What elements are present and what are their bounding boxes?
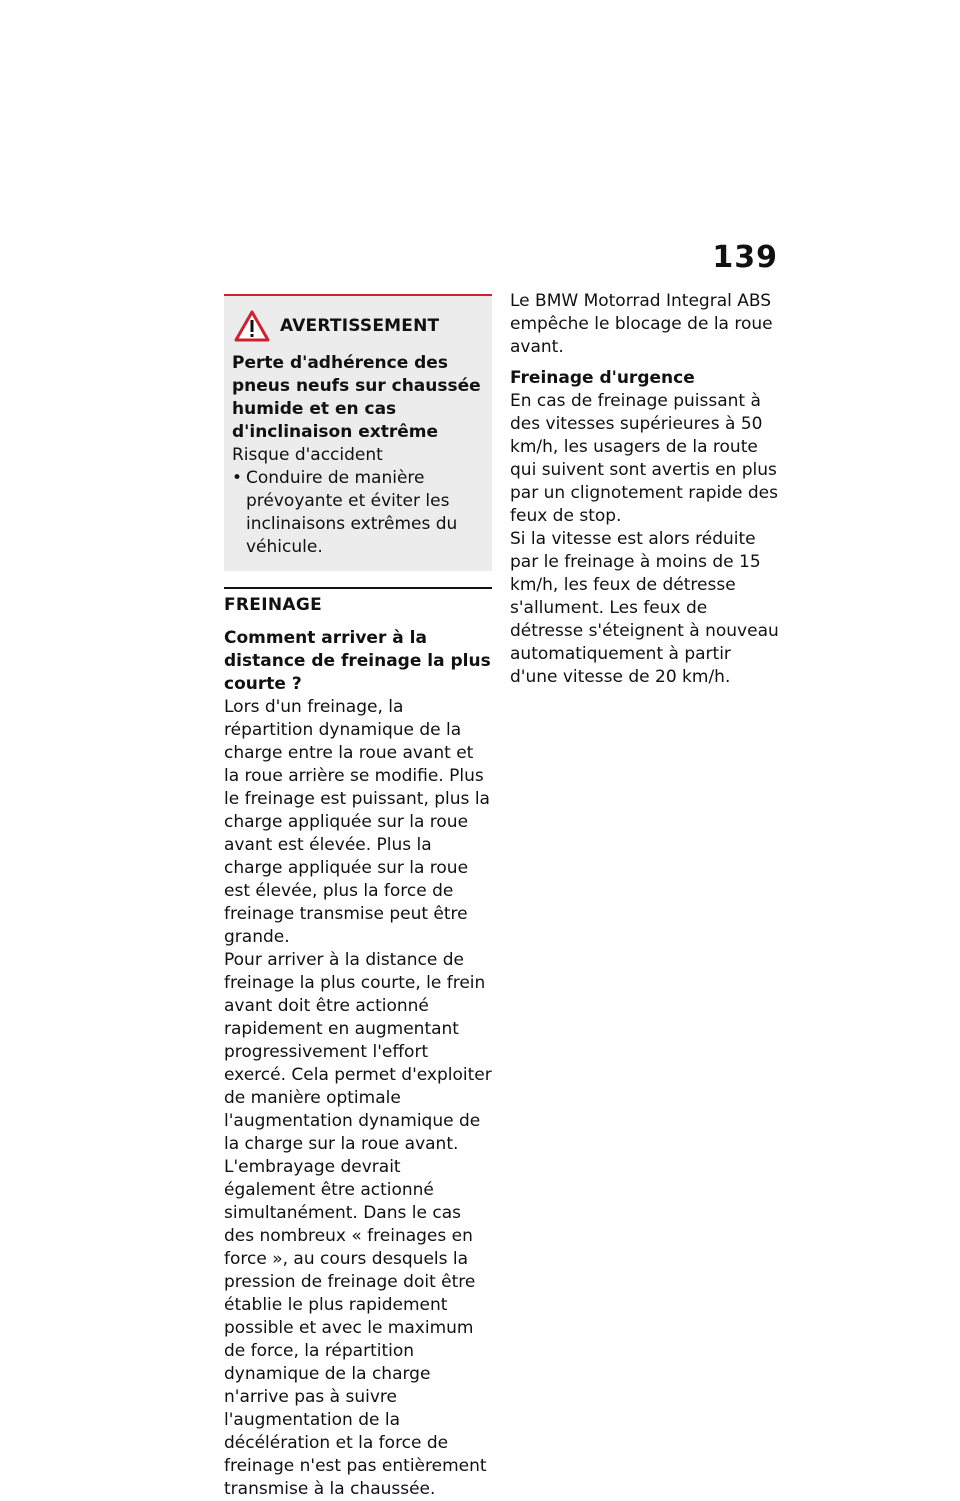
warning-heading: Perte d'adhérence des pneus neufs sur chaussée humide et en cas d'inclinaison extrême xyxy=(232,353,481,442)
warning-box xyxy=(224,294,492,571)
warning-header xyxy=(234,310,484,342)
section-subheading: Comment arriver à la distance de freinage la plus courte ? xyxy=(224,628,491,694)
warning-triangle-icon xyxy=(234,310,270,342)
bullet-dot-icon: • xyxy=(232,468,243,488)
emergency-heading: Freinage d'urgence xyxy=(510,368,695,388)
section-divider xyxy=(224,587,492,617)
paragraph-1: Lors d'un freinage, la répartition dynamique de la charge entre la roue avant et la roue arrière se modifie. Plus le freinage est puissant, plus la charge appliquée sur la roue avant est élevée. Plus la charge appliquée sur la roue est élevée, plus la force de freinage transmise peut être grande. xyxy=(224,697,490,947)
warning-label: AVERTISSEMENT xyxy=(280,316,440,336)
warning-bullet-text: Conduire de manière prévoyante et éviter les inclinaisons extrêmes du véhicule. xyxy=(246,468,458,557)
emergency-paragraph-2: Si la vitesse est alors réduite par le freinage à moins de 15 km/h, les feux de détresse s'allument. Les feux de détresse s'éteignent à nouveau automatiquement à partir d'une vitesse de 20 km/h. xyxy=(510,529,779,687)
left-column xyxy=(224,294,492,1501)
warning-risk: Risque d'accident xyxy=(232,445,383,465)
warning-bullet xyxy=(232,467,484,559)
page-number: 139 xyxy=(712,240,778,275)
paragraph-2: Pour arriver à la distance de freinage la plus courte, le frein avant doit être actionné rapidement en augmentant progressivement l'effort exercé. Cela permet d'exploiter de manière optimale l'augmentation dynamique de la charge sur la roue avant. L'embrayage devrait également être actionné simultanément. Dans le cas des nombreux « freinages en force », au cours desquels la pression de freinage doit être établie le plus rapidement possible et avec le maximum de force, la répartition dynamique de la charge n'arrive pas à suivre l'augmentation de la décélération et la force de freinage n'est pas entièrement transmise à la chaussée. xyxy=(224,950,492,1499)
paragraph-3: Le BMW Motorrad Integral ABS empêche le blocage de la roue avant. xyxy=(510,291,773,357)
right-column xyxy=(510,290,780,689)
section-title: FREINAGE xyxy=(224,595,322,615)
emergency-paragraph-1: En cas de freinage puissant à des vitesses supérieures à 50 km/h, les usagers de la route qui suivent sont avertis en plus par un clignotement rapide des feux de stop. xyxy=(510,391,778,526)
